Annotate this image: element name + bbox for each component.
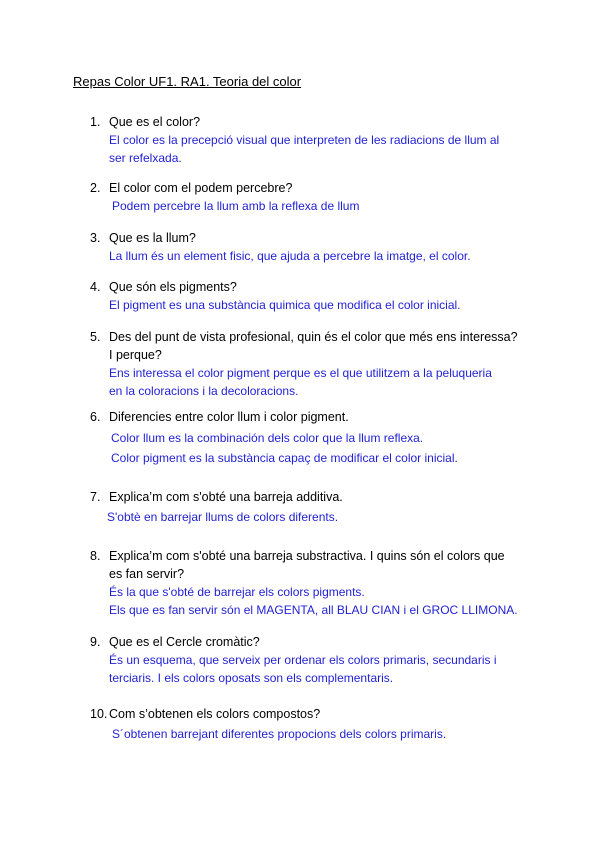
question-text: Com s’obtenen els colors compostos?	[109, 707, 321, 721]
question-block-3	[90, 229, 560, 265]
answer-line: És un esquema, que serveix per ordenar els colors primaris, secundaris i	[109, 653, 497, 667]
question-text: Que es el Cercle cromàtic?	[109, 635, 260, 649]
document-title: Repas Color UF1. RA1. Teoria del color	[73, 74, 302, 89]
question-text: Explica’m com s'obté una barreja additiva.	[109, 490, 343, 504]
answer-line: És la que s'obté de barrejar els colors pigments.	[109, 585, 365, 599]
question-number: 4.	[90, 280, 101, 294]
question-line: I perque?	[109, 348, 162, 362]
question-block-9	[90, 633, 560, 687]
answer-text	[90, 508, 560, 526]
question-number: 5.	[90, 330, 101, 344]
question-text: El color com el podem percebre?	[109, 181, 293, 195]
answer-line: S´obtenen barrejant diferentes propocions dels colors primaris.	[112, 727, 447, 741]
answer-line: en la coloracions i la decoloracions.	[109, 384, 299, 398]
answer-line: ser refelxada.	[109, 151, 182, 165]
answer-line: Els que es fan servir són el MAGENTA, all BLAU CIAN i el GROC LLIMONA.	[109, 603, 518, 617]
answer-line: El pigment es una substància quimica que modifica el color inicial.	[109, 298, 461, 312]
question-number: 9.	[90, 635, 101, 649]
answer-text	[90, 364, 560, 400]
question-block-6	[90, 408, 560, 468]
answer-text	[90, 651, 560, 687]
answer-line: El color es la precepció visual que interpreten de les radiacions de llum al	[109, 133, 500, 147]
answer-text	[90, 583, 560, 619]
answer-line: Color llum es la combinación dels color que la llum reflexa.	[111, 431, 424, 445]
question-number: 2.	[90, 181, 101, 195]
question-line: Explica’m com s'obté una barreja substractiva. I quins són el colors que	[109, 549, 505, 563]
question-block-8	[90, 547, 560, 619]
answer-text	[90, 296, 560, 314]
answer-text	[90, 428, 560, 468]
question-number: 7.	[90, 490, 101, 504]
question-number: 8.	[90, 549, 101, 563]
question-text: Que es la llum?	[109, 231, 196, 245]
question-block-2	[90, 179, 560, 215]
answer-line: Podem percebre la llum amb la reflexa de llum	[112, 199, 360, 213]
answer-text	[90, 247, 560, 265]
question-block-10	[90, 705, 560, 743]
question-text	[109, 547, 560, 583]
question-number: 10.	[90, 707, 108, 721]
question-number: 6.	[90, 410, 101, 424]
question-text: Que són els pigments?	[109, 280, 237, 294]
question-block-4	[90, 278, 560, 314]
answer-line: Ens interessa el color pigment perque es el que utilitzem a la peluqueria	[109, 366, 492, 380]
question-block-7	[90, 488, 560, 526]
question-text: Que es el color?	[109, 115, 201, 129]
answer-line: La llum és un element fisic, que ajuda a percebre la imatge, el color.	[109, 249, 471, 263]
answer-line: terciaris. I els colors oposats son els complementaris.	[109, 671, 394, 685]
answer-text	[90, 197, 560, 215]
question-line: Des del punt de vista profesional, quin és el color que més ens interessa?	[109, 330, 518, 344]
question-text: Diferencies entre color llum i color pigment.	[109, 410, 349, 424]
answer-line: Color pigment es la substància capaç de modificar el color inicial.	[111, 451, 458, 465]
answer-text	[90, 725, 560, 743]
answer-text	[90, 131, 560, 167]
question-block-1	[90, 113, 560, 167]
question-text	[109, 328, 560, 364]
answer-line: S'obtè en barrejar llums de colors diferents.	[107, 510, 339, 524]
question-block-5	[90, 328, 560, 400]
question-line: es fan servir?	[109, 567, 185, 581]
question-number: 3.	[90, 231, 101, 245]
question-number: 1.	[90, 115, 101, 129]
